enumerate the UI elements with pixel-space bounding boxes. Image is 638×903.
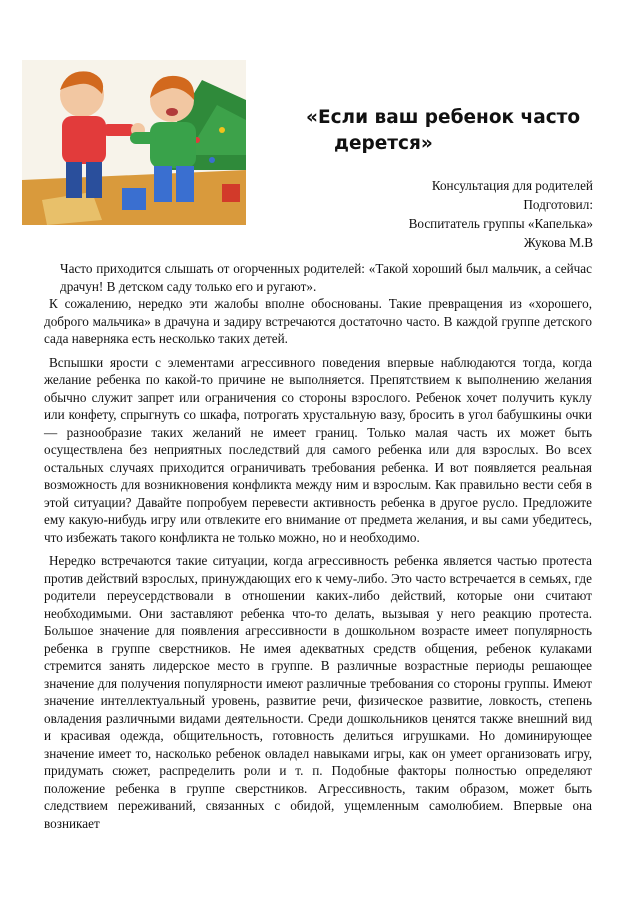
- credits-line-2: Подготовил:: [523, 197, 593, 212]
- paragraph: Нередко встречаются такие ситуации, когда агрессивность ребенка является частью протеста против действий взрослых, принуждающих его к чему-либо. Это часто встречается в семьях, где родители переусердствовали в отношении каких-либо действий, которые они считают необходимыми. Они заставляют ребенка что-то делать, вызывая у него реакцию протеста. Большое значение для появления агрессивности в дошкольном возрасте имеет популярность ребенка в группе сверстников. Не имея адекватных средств общения, ребенок кулаками стремится занять лидерское место в группе. В различные возрастные периоды решающее значение для получения популярности имеют различные требования со стороны группы. Имеют значение интеллектуальный уровень, развитие речи, физическое развитие, ловкость, степень овладения различными видами деятельности. Среди дошкольников ценятся также внешний вид и красивая одежда, общительность, готовность делиться игрушками. Но доминирующее значение имеет то, насколько ребенок овладел навыками игры, как он умеет организовать игру, придумать сюжет, распределить роли и т. п. Подобные факторы полностью определяют положение ребенка в группе сверстников. Агрессивность, таким образом, может быть следствием переживаний, связанных с обидой, ущемленным самолюбием. Впервые она возникает: [44, 553, 592, 831]
- credits-line-4: Жукова М.В: [523, 235, 593, 250]
- paragraph: К сожалению, нередко эти жалобы вполне обоснованы. Такие превращения из «хорошего, доброго мальчика» в драчуна и задиру встречаются достаточно часто. В каждой группе детского сада наверняка есть несколько таких детей.: [44, 296, 592, 346]
- two-boys-fighting-illustration: [22, 60, 246, 225]
- title-line-2: дерется»: [334, 133, 433, 154]
- paragraph: Вспышки ярости с элементами агрессивного поведения впервые наблюдаются тогда, когда желание ребенка по какой-то причине не выполняется. Препятствием к выполнению желания обычно служит запрет или ограничения со стороны взрослого. Ребенок хочет получить куклу или конфету, спрыгнуть со шкафа, потрогать хрустальную вазу, бросить в угол бабушкины очки — разнообразие таких желаний не имеет границ. Только малая часть их может быть осуществлена без неприятных последствий для самого ребенка или для взрослых. Во всех остальных случаях приходится ограничивать требования ребенка. И вот появляется реальная возможность для возникновения конфликта между ним и взрослым. Как правильно вести себя в этой ситуации? Давайте попробуем перевести активность ребенка в другое русло. Предложите ему какую-нибудь игру или отвлеките его внимание от предмета желания, и вы сами убедитесь, что избежать такого конфликта не только можно, но и необходимо.: [44, 354, 592, 545]
- paragraph: Часто приходится слышать от огорченных родителей: «Такой хороший был мальчик, а сейчас драчун! В детском саду только его и ругают».: [60, 261, 592, 294]
- page-title: [306, 105, 616, 157]
- article-body: [44, 260, 592, 838]
- credits-line-3: Воспитатель группы «Капелька»: [408, 216, 593, 231]
- credits-line-1: Консультация для родителей: [431, 178, 593, 193]
- title-line-1: «Если ваш ребенок часто: [306, 107, 581, 128]
- credits-block: [293, 176, 593, 252]
